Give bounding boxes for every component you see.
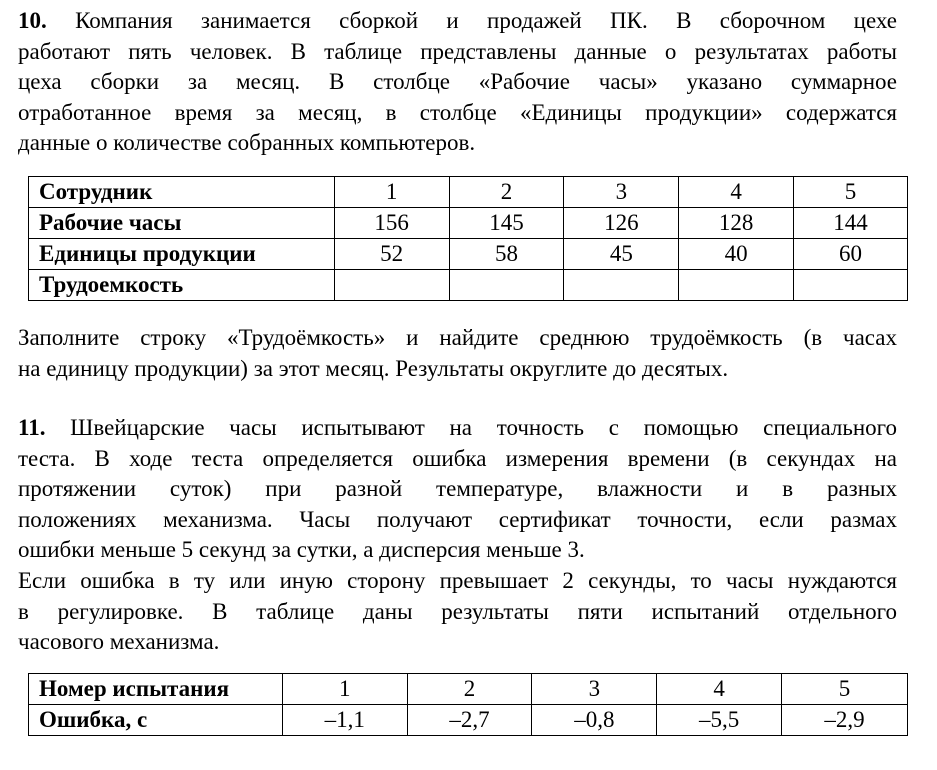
- task10-line: 10. Компания занимается сборкой и продажей ПК. В сборочном цехе: [18, 8, 898, 33]
- task10-number: 10.: [18, 8, 47, 33]
- table-cell: –1,1: [282, 705, 407, 736]
- row-label: Ошибка, с: [29, 705, 283, 736]
- error-table: [28, 673, 908, 736]
- row-label: Единицы продукции: [29, 239, 335, 270]
- table-cell: 156: [334, 208, 449, 239]
- table-cell: 2: [407, 674, 532, 705]
- table-cell: 5: [794, 177, 908, 208]
- task11-line: теста. В ходе теста определяется ошибка измерения времени (в секундах на: [18, 445, 897, 471]
- table-cell: –5,5: [657, 705, 782, 736]
- task11-line: положениях механизма. Часы получают сертификат точности, если размах: [18, 506, 897, 532]
- table-cell: 3: [532, 674, 657, 705]
- table-cell: 4: [657, 674, 782, 705]
- labor-table: [28, 176, 908, 301]
- table-cell: 128: [679, 208, 794, 239]
- row-label: Рабочие часы: [29, 208, 335, 239]
- table-cell: 60: [794, 239, 908, 270]
- table-row: [29, 270, 908, 301]
- task10-line: отработанное время за месяц, в столбце «Единицы продукции» содержатся: [18, 99, 897, 125]
- table-cell: 145: [449, 208, 564, 239]
- task11-line: протяжении суток) при разной температуре, влажности и в разных: [18, 476, 897, 501]
- table-cell: 1: [282, 674, 407, 705]
- task11-line: Если ошибка в ту или иную сторону превышает 2 секунды, то часы нуждаются: [18, 568, 897, 593]
- table-cell: 52: [334, 239, 449, 270]
- table-cell: 1: [334, 177, 449, 208]
- table-cell: –2,9: [782, 705, 908, 736]
- table-row: [29, 705, 908, 736]
- table-cell: 3: [564, 177, 679, 208]
- task11-number: 11.: [18, 415, 46, 440]
- table-cell: 58: [449, 239, 564, 270]
- table-row: [29, 177, 908, 208]
- row-label: Номер испытания: [29, 674, 283, 705]
- table-row: [29, 208, 908, 239]
- table-cell: –0,8: [532, 705, 657, 736]
- task10-question: [18, 323, 897, 384]
- task10-question-line: на единицу продукции) за этот месяц. Результаты округлите до десятых.: [18, 355, 729, 381]
- task11-statement: [18, 413, 897, 566]
- table-cell: 40: [679, 239, 794, 270]
- row-label: Сотрудник: [29, 177, 335, 208]
- table-row: [29, 239, 908, 270]
- table-cell: –2,7: [407, 705, 532, 736]
- table-cell: 4: [679, 177, 794, 208]
- row-label: Трудоемкость: [29, 270, 335, 301]
- task11-statement-continued: [18, 566, 897, 658]
- table-cell: 126: [564, 208, 679, 239]
- table-cell: 2: [449, 177, 564, 208]
- table-cell: 45: [564, 239, 679, 270]
- task10-question-line: Заполните строку «Трудоёмкость» и найдите среднюю трудоёмкость (в часах: [18, 325, 897, 350]
- answer-cell: [449, 270, 564, 301]
- answer-cell: [564, 270, 679, 301]
- task10-line: работают пять человек. В таблице представлены данные о результатах работы: [18, 38, 897, 64]
- table-cell: 144: [794, 208, 908, 239]
- task11-line: 11. Швейцарские часы испытывают на точность с помощью специального: [18, 415, 897, 440]
- table-cell: 5: [782, 674, 908, 705]
- task10-statement: [18, 6, 897, 159]
- task10-line: цеха сборки за месяц. В столбце «Рабочие часы» указано суммарное: [18, 69, 897, 94]
- table-row: [29, 674, 908, 705]
- task11-line: часового механизма.: [18, 629, 220, 654]
- task10-line: данные о количестве собранных компьютеров.: [18, 130, 476, 155]
- task11-line: ошибки меньше 5 секунд за сутки, а дисперсия меньше 3.: [18, 537, 585, 562]
- answer-cell: [794, 270, 908, 301]
- answer-cell: [679, 270, 794, 301]
- answer-cell: [334, 270, 449, 301]
- task11-line: в регулировке. В таблице даны результаты пяти испытаний отдельного: [18, 598, 897, 624]
